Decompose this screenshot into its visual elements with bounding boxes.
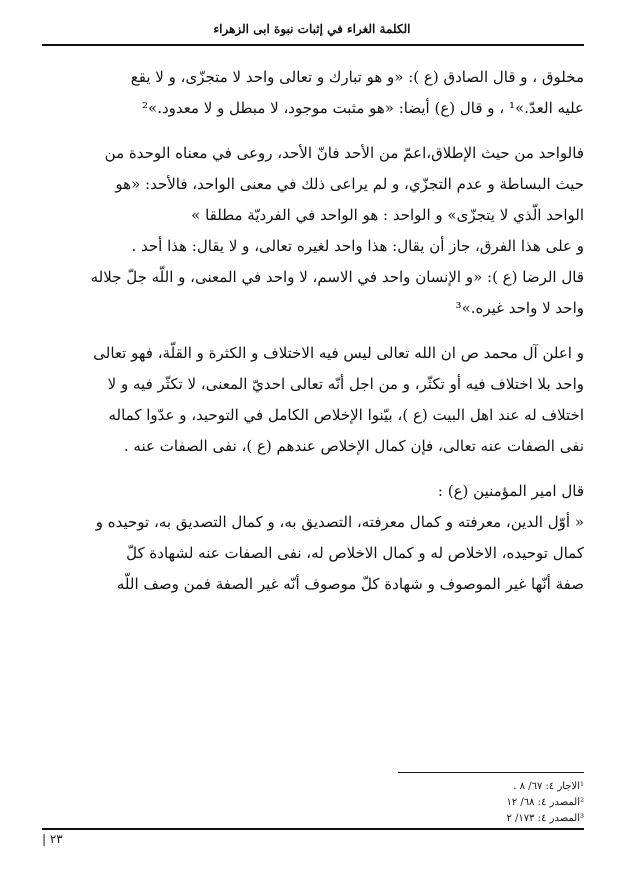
footnote: ³المصدر ٤: ١٧٣/ ٢ — [506, 813, 584, 824]
text-line: فالواحد من حيث الإطلاق،اعمّ من الأحد فانّ الأحد، روعى في معناه الوحدة من — [104, 144, 584, 162]
paragraph-2 — [44, 138, 584, 324]
footer-divider — [42, 828, 584, 830]
text-line: حيث البساطة و عدم التجزّي، و لم يراعى ذلك في معنى الواحد، فالأحد: «هو — [115, 175, 584, 193]
text-line: الواحد الّذي لا يتجزّى» و الواحد : هو الواحد في الفرديّة مطلقا » — [191, 206, 584, 224]
text-line: مخلوق ، و قال الصادق (ع ): «و هو تبارك و تعالى واحد لا متجزّى، و لا يقع — [130, 68, 584, 86]
text-line: قال امير المؤمنين (ع) : — [437, 482, 584, 500]
paragraph-1 — [44, 62, 584, 124]
footnote-divider — [398, 772, 584, 773]
text-line: اختلاف له عند اهل البيت (ع )، بيّنوا الإخلاص الكامل في التوحيد، و عدّوا كماله — [108, 406, 584, 424]
text-line: قال الرضا (ع ): «و الإنسان واحد في الاسم، لا واحد في المعنى، و اللّه جلّ جلاله — [90, 268, 584, 286]
text-line: عليه العدّ.»¹ ، و قال (ع) أيضا: «هو مثبت موجود، لا مبطل و لا معدود.»² — [142, 99, 584, 117]
page-number: ٢٣ | — [42, 832, 63, 846]
paragraph-3 — [44, 338, 584, 462]
text-line: نفى الصفات عنه تعالى، فإن كمال الإخلاص عندهم (ع )، نفى الصفات عنه . — [123, 437, 584, 455]
text-line: و اعلن آل محمد ص ان الله تعالى ليس فيه الاختلاف و الكثرة و القلّة، فهو تعالى — [93, 344, 584, 362]
text-line: و على هذا الفرق، جاز أن يقال: هذا واحد لغيره تعالى، و لا يقال: هذا أحد . — [131, 237, 584, 255]
text-line: كمال توحيده، الاخلاص له و كمال الاخلاص له، نفى الصفات عنه لشهادة كلّ — [126, 544, 584, 562]
body-text — [44, 62, 584, 600]
running-header-title: الكلمة الغراء في إثبات نبوة ابى الزهراء — [213, 22, 411, 36]
footnotes — [334, 779, 584, 827]
footnote: ²المصدر ٤: ٦٨/ ١٢ — [506, 797, 584, 808]
header-divider — [42, 44, 584, 46]
footnote: ¹الاجار ٤: ٦٧/ ٨ . — [513, 781, 584, 792]
text-line: « أوّل الدين، معرفته و كمال معرفته، التصديق به، و كمال التصديق به، توحيده و — [95, 513, 584, 531]
text-line: واحد لا واحد غيره.»³ — [455, 299, 584, 317]
text-line: واحد بلا اختلاف فيه أو تكثّر، و من اجل أنّه تعالى احديّ المعنى، لا تكثّر فيه و لا — [107, 375, 584, 393]
paragraph-4 — [44, 476, 584, 600]
text-line: صفة أنّها غير الموصوف و شهادة كلّ موصوف أنّه غير الصفة فمن وصف اللّه — [116, 575, 584, 593]
